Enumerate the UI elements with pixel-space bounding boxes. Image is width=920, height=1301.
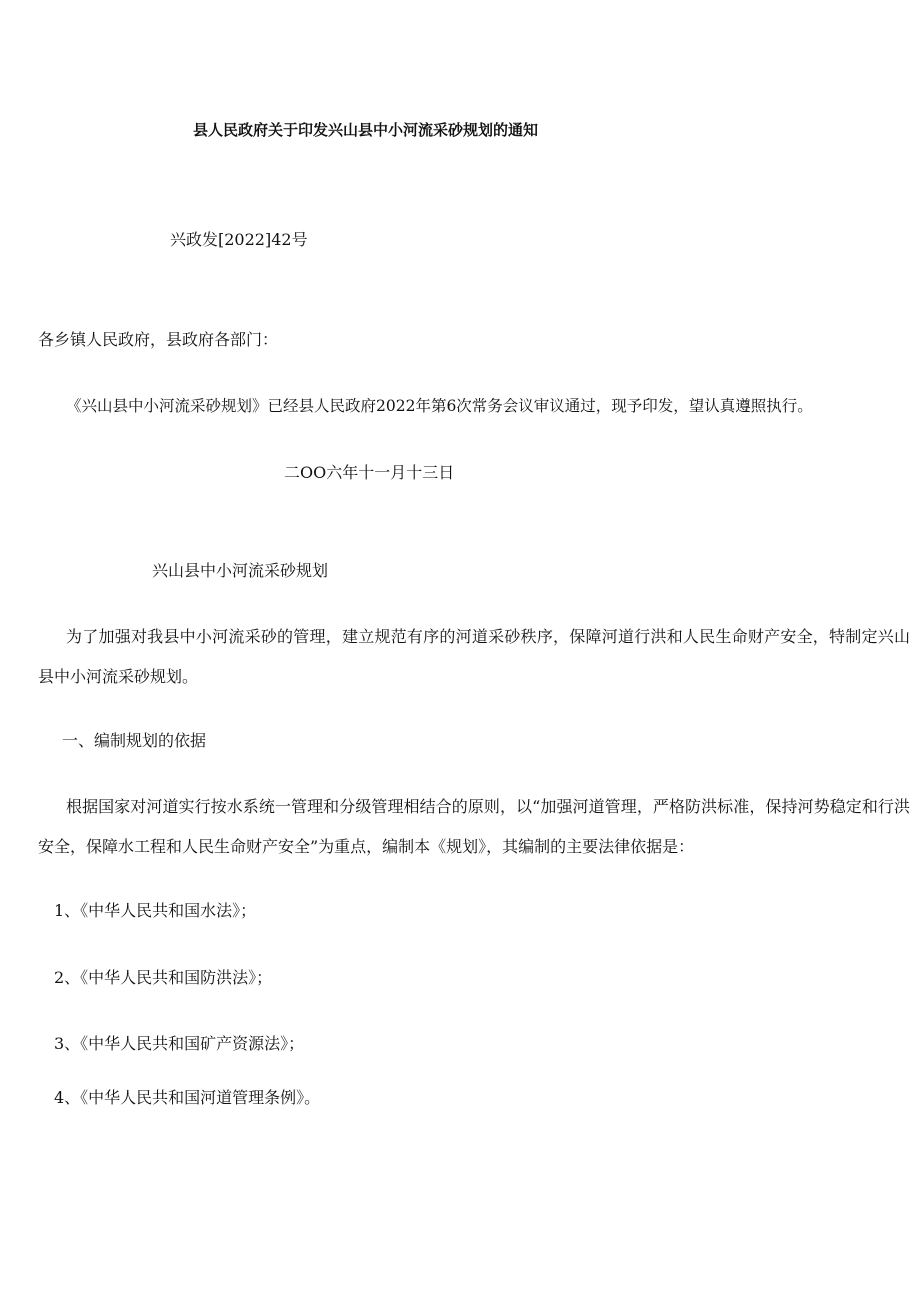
law-list-item: 1、《中华人民共和国水法》； — [54, 901, 257, 920]
section-basis-paragraph: 根据国家对河道实行按水系统一管理和分级管理相结合的原则，以“加强河道管理，严格防洪标准，保持河势稳定和行洪安全，保障水工程和人民生命财产安全”为重点，编制本《规划》，其编制的主要法律依据是： — [38, 797, 910, 856]
notice-body: 《兴山县中小河流采砂规划》已经县人民政府2022年第6次常务会议审议通过，现予印发，望认真遵照执行。 — [66, 397, 813, 415]
law-list-item: 4、《中华人民共和国河道管理条例》。 — [54, 1088, 321, 1107]
document-number: 兴政发[2022]42号 — [170, 230, 308, 249]
plan-intro-paragraph: 为了加强对我县中小河流采砂的管理，建立规范有序的河道采砂秩序，保障河道行洪和人民生命财产安全，特制定兴山县中小河流采砂规划。 — [38, 627, 910, 686]
plan-title: 兴山县中小河流采砂规划 — [152, 561, 329, 580]
section-heading-basis: 一、编制规划的依据 — [62, 731, 207, 750]
salutation: 各乡镇人民政府，县政府各部门： — [38, 330, 279, 349]
notice-title: 县人民政府关于印发兴山县中小河流采砂规划的通知 — [193, 121, 539, 139]
issue-date: 二OO六年十一月十三日 — [284, 463, 455, 482]
law-list-item: 2、《中华人民共和国防洪法》； — [54, 968, 273, 987]
law-list-item: 3、《中华人民共和国矿产资源法》； — [54, 1034, 305, 1053]
